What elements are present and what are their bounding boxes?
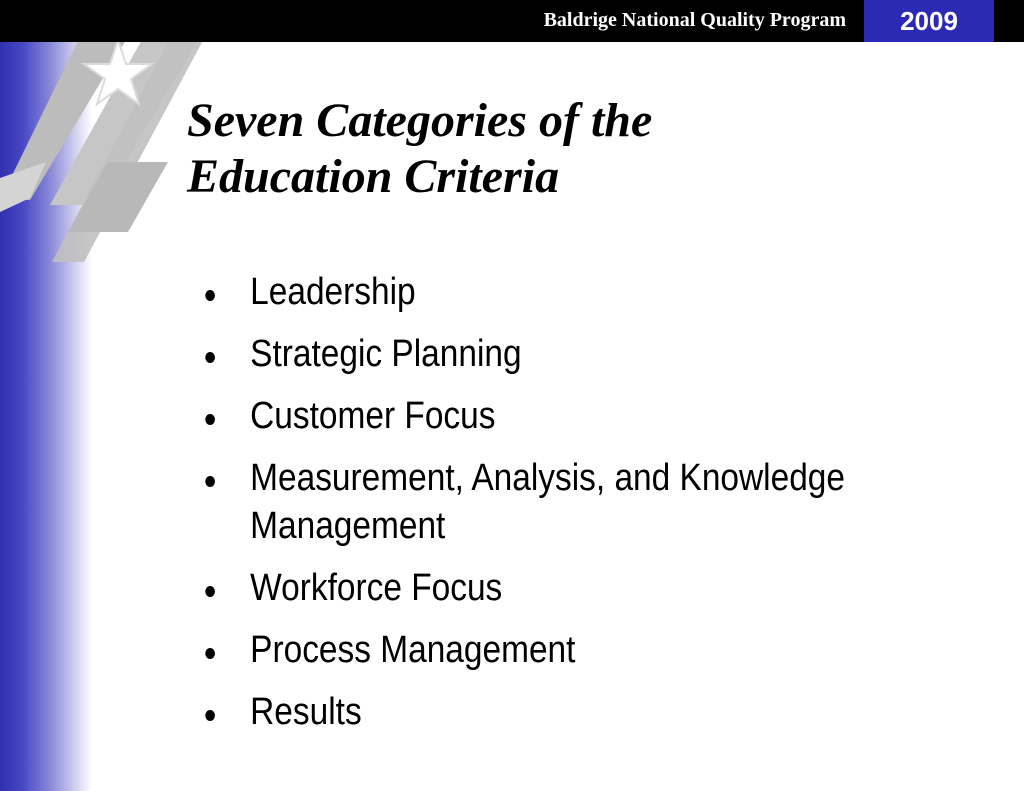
list-item-text: Process Management [250,629,576,671]
bullet-dot-icon [205,352,215,363]
list-item-text: Customer Focus [250,395,496,437]
year-label: 2009 [900,5,958,36]
list-item-text: Results [250,691,362,733]
bullet-dot-icon [205,710,215,721]
list-item-text: Workforce Focus [250,567,503,609]
list-item [200,564,1007,612]
bullet-dot-icon [205,476,215,487]
list-item [200,454,1007,550]
bullet-dot-icon [205,648,215,659]
list-item [200,392,1007,440]
bullet-dot-icon [205,290,215,301]
bullet-dot-icon [205,586,215,597]
program-name: Baldrige National Quality Program [543,9,846,31]
bullet-dot-icon [205,414,215,425]
list-item-text: Leadership [250,271,416,313]
list-item [200,688,1007,736]
slide-title-line-1: Seven Categories of the [187,94,653,147]
list-item [200,626,1007,674]
year-badge [864,0,994,42]
slide-title-line-2: Education Criteria [187,150,560,203]
slide-title [187,93,652,205]
list-item-text: Strategic Planning [250,333,522,375]
list-item [200,268,1007,316]
category-list [200,268,980,750]
list-item-text: Measurement, Analysis, and Knowledge Management [250,457,845,547]
list-item [200,330,1007,378]
